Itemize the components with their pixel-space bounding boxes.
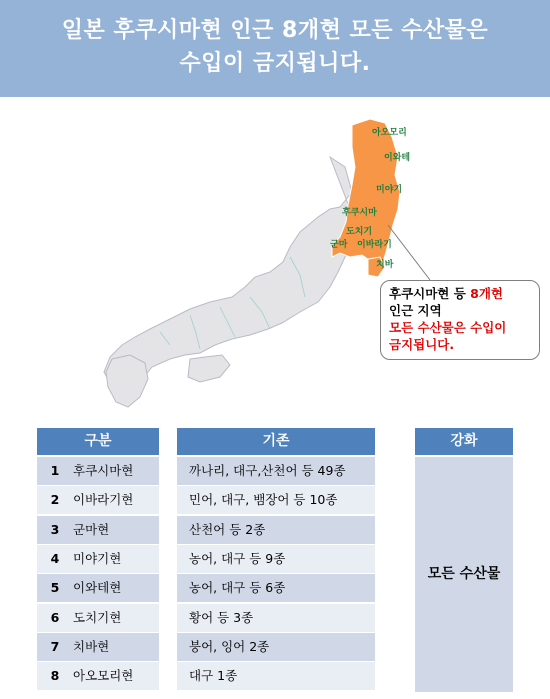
row-number: 7 bbox=[50, 639, 60, 654]
label-iwate: 이와테 bbox=[384, 153, 411, 163]
label-gunma: 군마 bbox=[330, 240, 348, 250]
strengthen-cell: 모든 수산물 bbox=[415, 457, 513, 692]
region-name: 이바라기현 bbox=[73, 492, 134, 507]
table-row-criteria: 황어 등 3종 bbox=[177, 604, 375, 632]
table-row-region bbox=[37, 633, 159, 661]
map-region-shikoku bbox=[188, 355, 230, 382]
table-row-region bbox=[37, 574, 159, 602]
table-row-region bbox=[37, 457, 159, 485]
callout-line-1 bbox=[389, 285, 531, 302]
table-row-region bbox=[37, 662, 159, 690]
row-number: 3 bbox=[50, 522, 60, 537]
region-name: 후쿠시마현 bbox=[73, 463, 134, 478]
region-name: 군마현 bbox=[73, 522, 110, 537]
label-ibaraki: 이바라기 bbox=[357, 240, 392, 250]
table-row-criteria: 까나리, 대구,산천어 등 49종 bbox=[177, 457, 375, 485]
label-chiba: 치바 bbox=[376, 260, 394, 270]
map-region-kyushu bbox=[106, 355, 148, 407]
callout-box bbox=[380, 280, 540, 360]
table-row-criteria: 붕어, 잉어 2종 bbox=[177, 633, 375, 661]
callout-line-3: 모든 수산물은 수입이 bbox=[389, 320, 507, 335]
table-row-region bbox=[37, 604, 159, 632]
title-line-1: 일본 후쿠시마현 인근 8개현 모든 수산물은 bbox=[61, 18, 489, 43]
callout-text: 후쿠시마현 등 bbox=[389, 286, 471, 301]
callout-highlight: 8개현 bbox=[470, 286, 504, 301]
region-name: 도치기현 bbox=[73, 610, 122, 625]
label-tochigi: 도치기 bbox=[346, 227, 373, 237]
header-criteria: 기존 bbox=[177, 428, 375, 455]
map-region-mainland bbox=[104, 157, 355, 392]
japan-map bbox=[0, 97, 550, 417]
callout-line-4: 금지됩니다. bbox=[389, 337, 455, 352]
region-name: 치바현 bbox=[73, 639, 110, 654]
header-region: 구분 bbox=[37, 428, 159, 455]
row-number: 6 bbox=[50, 610, 60, 625]
row-number: 2 bbox=[50, 492, 60, 507]
table-row-region bbox=[37, 545, 159, 573]
row-number: 5 bbox=[50, 580, 60, 595]
callout-pointer bbox=[388, 225, 430, 280]
table-row-criteria: 민어, 대구, 뱀장어 등 10종 bbox=[177, 486, 375, 514]
row-number: 1 bbox=[50, 463, 60, 478]
table-row-criteria: 산천어 등 2종 bbox=[177, 516, 375, 544]
label-miyagi: 미야기 bbox=[376, 185, 403, 195]
table-row-region bbox=[37, 486, 159, 514]
region-name: 미야기현 bbox=[73, 551, 122, 566]
callout-line-2: 인근 지역 bbox=[389, 303, 442, 318]
label-aomori: 아오모리 bbox=[372, 128, 407, 138]
map-region-highlighted bbox=[332, 119, 403, 275]
table-row-criteria: 대구 1종 bbox=[177, 662, 375, 690]
table-row-criteria: 농어, 대구 등 6종 bbox=[177, 574, 375, 602]
table-row-criteria: 농어, 대구 등 9종 bbox=[177, 545, 375, 573]
title-line-2: 수입이 금지됩니다. bbox=[179, 51, 371, 76]
region-name: 아오모리현 bbox=[73, 668, 134, 683]
region-name: 이와테현 bbox=[73, 580, 122, 595]
table-row-region bbox=[37, 516, 159, 544]
row-number: 4 bbox=[50, 551, 60, 566]
title-banner bbox=[0, 0, 550, 97]
header-strengthen: 강화 bbox=[415, 428, 513, 455]
label-fukushima: 후쿠시마 bbox=[342, 208, 377, 218]
row-number: 8 bbox=[50, 668, 60, 683]
